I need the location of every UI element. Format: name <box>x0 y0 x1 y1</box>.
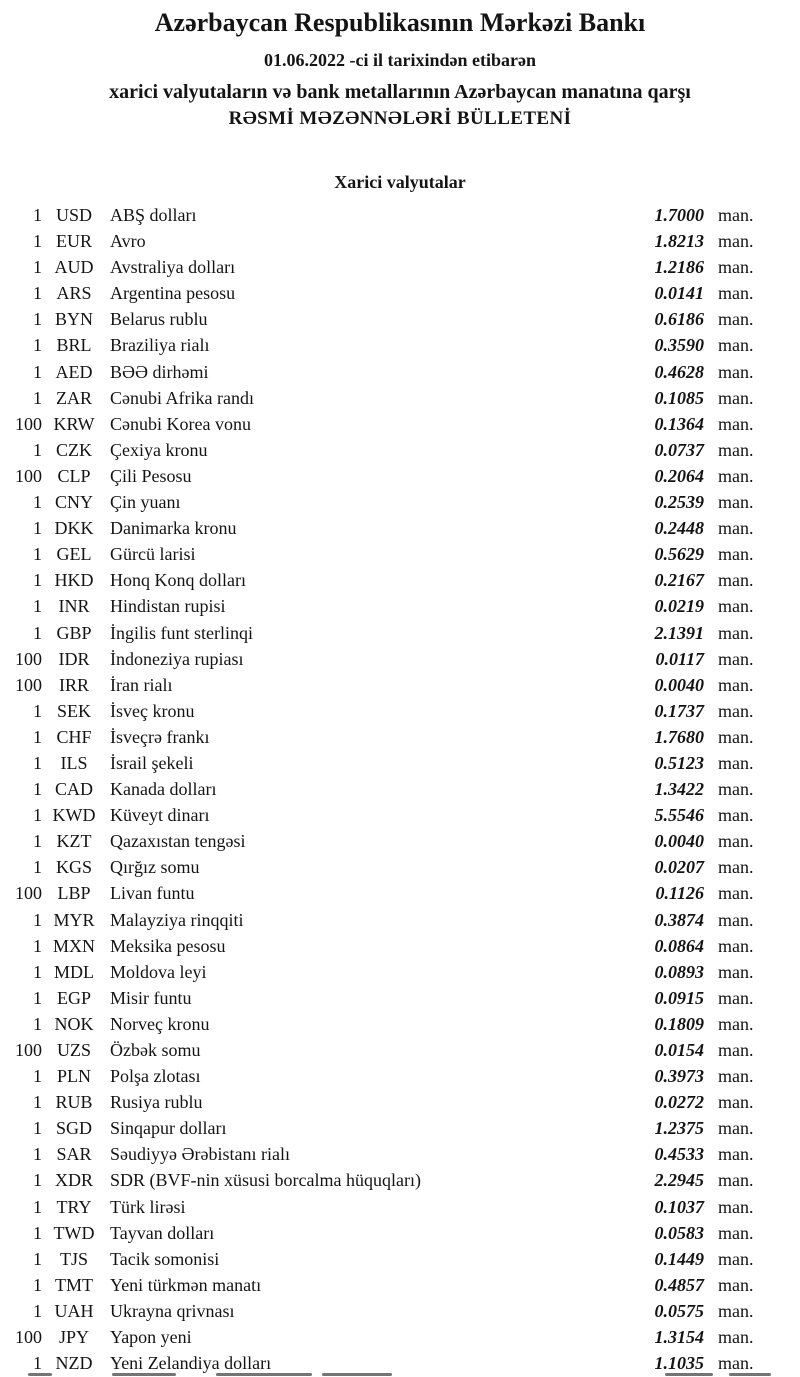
quantity-cell: 1 <box>33 1300 42 1321</box>
rate-value-cell: 1.2186 <box>654 257 704 278</box>
table-row <box>0 672 800 698</box>
currency-name-cell: İsveç kronu <box>110 700 195 721</box>
table-row <box>0 1194 800 1220</box>
rate-value-cell: 0.1126 <box>655 883 704 904</box>
currency-name-cell: İngilis funt sterlinqi <box>110 622 253 643</box>
currency-code-cell: IDR <box>58 648 90 669</box>
table-row <box>0 646 800 672</box>
subtitle-line: xarici valyutaların və bank metallarının Azərbaycan manatına qarşı <box>109 81 691 103</box>
quantity-cell: 1 <box>33 857 42 878</box>
bulletin-header <box>0 0 800 130</box>
table-row <box>0 1246 800 1272</box>
glyph-top-smudge <box>216 1373 312 1376</box>
table-row <box>0 489 800 515</box>
glyph-top-smudge <box>28 1373 52 1376</box>
unit-cell: man. <box>718 309 754 330</box>
quantity-cell: 1 <box>33 700 42 721</box>
unit-cell: man. <box>718 1170 754 1191</box>
glyph-top-smudge <box>665 1373 713 1376</box>
currency-code-cell: AED <box>55 361 93 382</box>
currency-name-cell: Kanada dolları <box>110 779 217 800</box>
currency-code-cell: KZT <box>56 831 92 852</box>
currency-name-cell: Braziliya rialı <box>110 335 210 356</box>
currency-code-cell: TWD <box>53 1222 95 1243</box>
currency-name-cell: Küveyt dinarı <box>110 805 210 826</box>
currency-code-cell: TMT <box>55 1274 93 1295</box>
currency-name-cell: Misir funtu <box>110 987 192 1008</box>
table-row <box>0 463 800 489</box>
rate-value-cell: 0.1085 <box>654 387 704 408</box>
table-row <box>0 228 800 254</box>
table-row <box>0 750 800 776</box>
table-row <box>0 933 800 959</box>
currency-code-cell: AUD <box>54 257 94 278</box>
currency-code-cell: ARS <box>56 283 92 304</box>
currency-code-cell: KRW <box>53 413 95 434</box>
currency-name-cell: Səudiyyə Ərəbistanı rialı <box>110 1144 290 1165</box>
quantity-cell: 1 <box>33 257 42 278</box>
currency-code-cell: TRY <box>56 1196 92 1217</box>
rate-value-cell: 0.0915 <box>654 987 704 1008</box>
currency-code-cell: JPY <box>58 1327 89 1348</box>
table-row <box>0 567 800 593</box>
quantity-cell: 1 <box>33 1274 42 1295</box>
currency-name-cell: Yeni türkmən manatı <box>110 1274 262 1295</box>
quantity-cell: 1 <box>33 726 42 747</box>
quantity-cell: 1 <box>33 492 42 513</box>
unit-cell: man. <box>718 779 754 800</box>
unit-cell: man. <box>718 570 754 591</box>
rate-value-cell: 0.1364 <box>654 413 704 434</box>
unit-cell: man. <box>718 987 754 1008</box>
rate-value-cell: 0.2167 <box>654 570 704 591</box>
quantity-cell: 1 <box>33 361 42 382</box>
quantity-cell: 100 <box>15 413 42 434</box>
unit-cell: man. <box>718 518 754 539</box>
table-row <box>0 1272 800 1298</box>
unit-cell: man. <box>718 805 754 826</box>
unit-cell: man. <box>718 413 754 434</box>
rate-value-cell: 1.3422 <box>654 779 704 800</box>
quantity-cell: 1 <box>33 570 42 591</box>
rate-value-cell: 0.0893 <box>654 961 704 982</box>
table-row <box>0 1011 800 1037</box>
currency-code-cell: EGP <box>56 987 91 1008</box>
currency-code-cell: MDL <box>54 961 94 982</box>
unit-cell: man. <box>718 1066 754 1087</box>
currency-code-cell: GBP <box>56 622 92 643</box>
rate-value-cell: 1.7680 <box>654 726 704 747</box>
table-row <box>0 332 800 358</box>
table-row <box>0 306 800 332</box>
unit-cell: man. <box>718 1144 754 1165</box>
currency-code-cell: PLN <box>56 1066 91 1087</box>
unit-cell: man. <box>718 387 754 408</box>
currency-code-cell: GEL <box>56 544 92 565</box>
currency-code-cell: INR <box>58 596 90 617</box>
quantity-cell: 1 <box>33 805 42 826</box>
rate-value-cell: 0.3874 <box>654 909 704 930</box>
currency-name-cell: Malayziya rinqqiti <box>110 909 244 930</box>
table-row <box>0 541 800 567</box>
currency-code-cell: HKD <box>54 570 94 591</box>
table-row <box>0 1089 800 1115</box>
unit-cell: man. <box>718 1222 754 1243</box>
rate-value-cell: 0.0272 <box>654 1092 704 1113</box>
unit-cell: man. <box>718 1300 754 1321</box>
bank-title: Azərbaycan Respublikasının Mərkəzi Bankı <box>154 8 646 37</box>
quantity-cell: 1 <box>33 596 42 617</box>
rate-value-cell: 0.0864 <box>654 935 704 956</box>
currency-code-cell: KWD <box>52 805 96 826</box>
currency-code-cell: LBP <box>57 883 91 904</box>
rate-value-cell: 0.0141 <box>654 283 704 304</box>
unit-cell: man. <box>718 726 754 747</box>
quantity-cell: 1 <box>33 831 42 852</box>
rate-value-cell: 0.0040 <box>654 674 704 695</box>
unit-cell: man. <box>718 439 754 460</box>
rate-value-cell: 0.0154 <box>654 1040 704 1060</box>
table-row <box>0 385 800 411</box>
currency-name-cell: Avstraliya dolları <box>110 257 236 278</box>
rate-value-cell: 0.2064 <box>654 465 704 486</box>
quantity-cell: 1 <box>33 1170 42 1191</box>
unit-cell: man. <box>718 700 754 721</box>
unit-cell: man. <box>718 1196 754 1217</box>
unit-cell: man. <box>718 857 754 878</box>
quantity-cell: 1 <box>33 387 42 408</box>
rate-value-cell: 0.0575 <box>654 1300 704 1321</box>
currency-code-cell: MYR <box>53 909 95 930</box>
table-row <box>0 1324 800 1350</box>
rate-value-cell: 1.1035 <box>654 1353 704 1374</box>
currency-name-cell: Norveç kronu <box>110 1013 210 1034</box>
table-row <box>0 359 800 385</box>
currency-code-cell: MXN <box>52 935 95 956</box>
quantity-cell: 1 <box>33 1144 42 1165</box>
table-row <box>0 1141 800 1167</box>
table-row <box>0 1115 800 1141</box>
quantity-cell: 1 <box>33 335 42 356</box>
currency-name-cell: ABŞ dolları <box>110 205 197 225</box>
table-row <box>0 437 800 463</box>
table-row <box>0 880 800 906</box>
unit-cell: man. <box>718 1353 754 1374</box>
table-row <box>0 280 800 306</box>
table-row <box>0 1220 800 1246</box>
quantity-cell: 1 <box>33 439 42 460</box>
rates-table <box>0 202 800 1376</box>
currency-name-cell: Türk lirəsi <box>110 1196 186 1217</box>
rate-value-cell: 1.2375 <box>654 1118 704 1139</box>
unit-cell: man. <box>718 1040 754 1060</box>
rate-value-cell: 5.5546 <box>654 805 704 826</box>
currency-code-cell: BRL <box>56 335 92 356</box>
rate-value-cell: 0.5629 <box>654 544 704 565</box>
currency-name-cell: Danimarka kronu <box>110 518 237 539</box>
quantity-cell: 100 <box>15 1327 42 1348</box>
currency-name-cell: Çexiya kronu <box>110 439 208 460</box>
quantity-cell: 100 <box>15 648 42 669</box>
table-row <box>0 202 800 228</box>
currency-name-cell: Honq Konq dolları <box>110 570 246 591</box>
currency-name-cell: Çili Pesosu <box>110 465 192 486</box>
quantity-cell: 1 <box>33 1196 42 1217</box>
rate-value-cell: 0.0219 <box>654 596 704 617</box>
currency-code-cell: SGD <box>55 1118 92 1139</box>
currency-code-cell: KGS <box>55 857 92 878</box>
quantity-cell: 1 <box>33 622 42 643</box>
currency-name-cell: Qırğız somu <box>110 857 200 878</box>
unit-cell: man. <box>718 909 754 930</box>
quantity-cell: 1 <box>33 518 42 539</box>
quantity-cell: 1 <box>33 935 42 956</box>
unit-cell: man. <box>718 1274 754 1295</box>
unit-cell: man. <box>718 674 754 695</box>
rate-value-cell: 0.3973 <box>654 1066 704 1087</box>
currency-name-cell: Moldova leyi <box>110 961 207 982</box>
quantity-cell: 1 <box>33 752 42 773</box>
section-title-foreign-currencies: Xarici valyutalar <box>334 172 466 192</box>
currency-name-cell: İndoneziya rupiası <box>110 648 244 669</box>
currency-name-cell: Meksika pesosu <box>110 935 226 956</box>
rate-value-cell: 0.0583 <box>654 1222 704 1243</box>
table-row <box>0 854 800 880</box>
table-row <box>0 828 800 854</box>
currency-code-cell: UZS <box>56 1040 91 1060</box>
rate-value-cell: 0.4533 <box>654 1144 704 1165</box>
table-row <box>0 698 800 724</box>
unit-cell: man. <box>718 361 754 382</box>
rate-value-cell: 0.1037 <box>654 1196 704 1217</box>
currency-name-cell: Belarus rublu <box>110 309 208 330</box>
quantity-cell: 1 <box>33 1248 42 1269</box>
currency-code-cell: CZK <box>56 439 92 460</box>
unit-cell: man. <box>718 465 754 486</box>
unit-cell: man. <box>718 205 754 225</box>
quantity-cell: 1 <box>33 909 42 930</box>
rate-value-cell: 0.4628 <box>654 361 704 382</box>
currency-code-cell: EUR <box>56 231 92 252</box>
currency-name-cell: İsveçrə frankı <box>110 726 210 747</box>
currency-name-cell: Ukrayna qrivnası <box>110 1300 235 1321</box>
quantity-cell: 1 <box>33 987 42 1008</box>
currency-code-cell: CHF <box>56 726 92 747</box>
rate-value-cell: 0.2448 <box>654 518 704 539</box>
currency-name-cell: İran rialı <box>110 674 173 695</box>
rate-value-cell: 1.3154 <box>654 1327 704 1348</box>
rate-value-cell: 0.1449 <box>654 1248 704 1269</box>
rate-value-cell: 0.0117 <box>655 648 704 669</box>
unit-cell: man. <box>718 961 754 982</box>
currency-code-cell: CAD <box>54 779 93 800</box>
glyph-top-smudge <box>112 1373 176 1376</box>
currency-name-cell: Tayvan dolları <box>110 1222 215 1243</box>
unit-cell: man. <box>718 1248 754 1269</box>
rate-value-cell: 2.2945 <box>654 1170 704 1191</box>
table-row <box>0 411 800 437</box>
currency-name-cell: İsrail şekeli <box>110 752 194 773</box>
rate-value-cell: 2.1391 <box>654 622 704 643</box>
currency-name-cell: Argentina pesosu <box>110 283 236 304</box>
quantity-cell: 100 <box>15 1040 42 1060</box>
rate-value-cell: 0.6186 <box>654 309 704 330</box>
currency-name-cell: Avro <box>110 231 146 252</box>
glyph-top-smudge <box>322 1373 392 1376</box>
unit-cell: man. <box>718 1327 754 1348</box>
currency-name-cell: Özbək somu <box>110 1040 201 1060</box>
quantity-cell: 100 <box>15 674 42 695</box>
quantity-cell: 1 <box>33 283 42 304</box>
table-row <box>0 1167 800 1193</box>
table-row <box>0 1037 800 1063</box>
table-row <box>0 1063 800 1089</box>
quantity-cell: 100 <box>15 465 42 486</box>
currency-name-cell: BƏƏ dirhəmi <box>110 361 209 382</box>
quantity-cell: 1 <box>33 961 42 982</box>
quantity-cell: 1 <box>33 1092 42 1113</box>
unit-cell: man. <box>718 544 754 565</box>
table-row <box>0 985 800 1011</box>
quantity-cell: 1 <box>33 544 42 565</box>
currency-name-cell: Cənubi Afrika randı <box>110 387 254 408</box>
unit-cell: man. <box>718 596 754 617</box>
currency-code-cell: CNY <box>54 492 93 513</box>
currency-code-cell: ZAR <box>56 387 92 408</box>
currency-name-cell: Cənubi Korea vonu <box>110 413 251 434</box>
currency-code-cell: USD <box>55 205 92 225</box>
table-row <box>0 593 800 619</box>
rate-value-cell: 0.0207 <box>654 857 704 878</box>
quantity-cell: 1 <box>33 1118 42 1139</box>
currency-name-cell: Sinqapur dolları <box>110 1118 227 1139</box>
unit-cell: man. <box>718 831 754 852</box>
currency-name-cell: Yapon yeni <box>110 1327 192 1348</box>
unit-cell: man. <box>718 335 754 356</box>
unit-cell: man. <box>718 1013 754 1034</box>
unit-cell: man. <box>718 752 754 773</box>
unit-cell: man. <box>718 283 754 304</box>
effective-date-line: 01.06.2022 -ci il tarixindən etibarən <box>264 50 536 70</box>
rate-value-cell: 0.1809 <box>654 1013 704 1034</box>
currency-name-cell: Qazaxıstan tengəsi <box>110 831 246 852</box>
currency-code-cell: SEK <box>56 700 91 721</box>
table-row <box>0 802 800 828</box>
currency-name-cell: Yeni Zelandiya dolları <box>110 1353 272 1374</box>
quantity-cell: 1 <box>33 1066 42 1087</box>
currency-name-cell: SDR (BVF-nin xüsusi borcalma hüquqları) <box>110 1170 421 1191</box>
table-row <box>0 907 800 933</box>
table-row <box>0 724 800 750</box>
rate-value-cell: 1.8213 <box>654 231 704 252</box>
unit-cell: man. <box>718 883 754 904</box>
table-row <box>0 620 800 646</box>
currency-code-cell: SAR <box>56 1144 92 1165</box>
rate-value-cell: 0.2539 <box>654 492 704 513</box>
currency-code-cell: IRR <box>58 674 89 695</box>
quantity-cell: 1 <box>33 309 42 330</box>
rate-value-cell: 0.5123 <box>654 752 704 773</box>
currency-name-cell: Polşa zlotası <box>110 1066 201 1087</box>
currency-code-cell: TJS <box>59 1248 88 1269</box>
unit-cell: man. <box>718 648 754 669</box>
quantity-cell: 1 <box>33 1353 42 1374</box>
bulletin-title: RƏSMİ MƏZƏNNƏLƏRİ BÜLLETENİ <box>228 108 572 129</box>
quantity-cell: 1 <box>33 1013 42 1034</box>
table-row <box>0 959 800 985</box>
currency-code-cell: NZD <box>55 1353 93 1374</box>
currency-name-cell: Hindistan rupisi <box>110 596 226 617</box>
currency-name-cell: Çin yuanı <box>110 492 181 513</box>
glyph-top-smudge <box>729 1373 771 1376</box>
currency-code-cell: RUB <box>55 1092 93 1113</box>
currency-code-cell: BYN <box>54 309 93 330</box>
rate-value-cell: 1.7000 <box>654 205 704 225</box>
currency-name-cell: Livan funtu <box>110 883 195 904</box>
quantity-cell: 1 <box>33 1222 42 1243</box>
currency-name-cell: Gürcü larisi <box>110 544 196 565</box>
currency-code-cell: NOK <box>54 1013 94 1034</box>
unit-cell: man. <box>718 622 754 643</box>
unit-cell: man. <box>718 231 754 252</box>
table-row <box>0 515 800 541</box>
currency-code-cell: CLP <box>57 465 91 486</box>
rate-value-cell: 0.0737 <box>654 439 704 460</box>
unit-cell: man. <box>718 492 754 513</box>
quantity-cell: 1 <box>33 231 42 252</box>
currency-code-cell: XDR <box>54 1170 93 1191</box>
table-row <box>0 1298 800 1324</box>
unit-cell: man. <box>718 1118 754 1139</box>
currency-code-cell: ILS <box>60 752 88 773</box>
table-row <box>0 254 800 280</box>
currency-name-cell: Rusiya rublu <box>110 1092 203 1113</box>
rate-value-cell: 0.0040 <box>654 831 704 852</box>
table-row <box>0 776 800 802</box>
unit-cell: man. <box>718 257 754 278</box>
currency-name-cell: Tacik somonisi <box>110 1248 220 1269</box>
quantity-cell: 1 <box>33 205 42 225</box>
currency-code-cell: UAH <box>54 1300 94 1321</box>
currency-code-cell: DKK <box>54 518 94 539</box>
quantity-cell: 1 <box>33 779 42 800</box>
rate-value-cell: 0.4857 <box>654 1274 704 1295</box>
unit-cell: man. <box>718 1092 754 1113</box>
unit-cell: man. <box>718 935 754 956</box>
clipped-row-artifact <box>0 1372 800 1377</box>
rate-value-cell: 0.3590 <box>654 335 704 356</box>
rate-value-cell: 0.1737 <box>654 700 704 721</box>
quantity-cell: 100 <box>15 883 42 904</box>
